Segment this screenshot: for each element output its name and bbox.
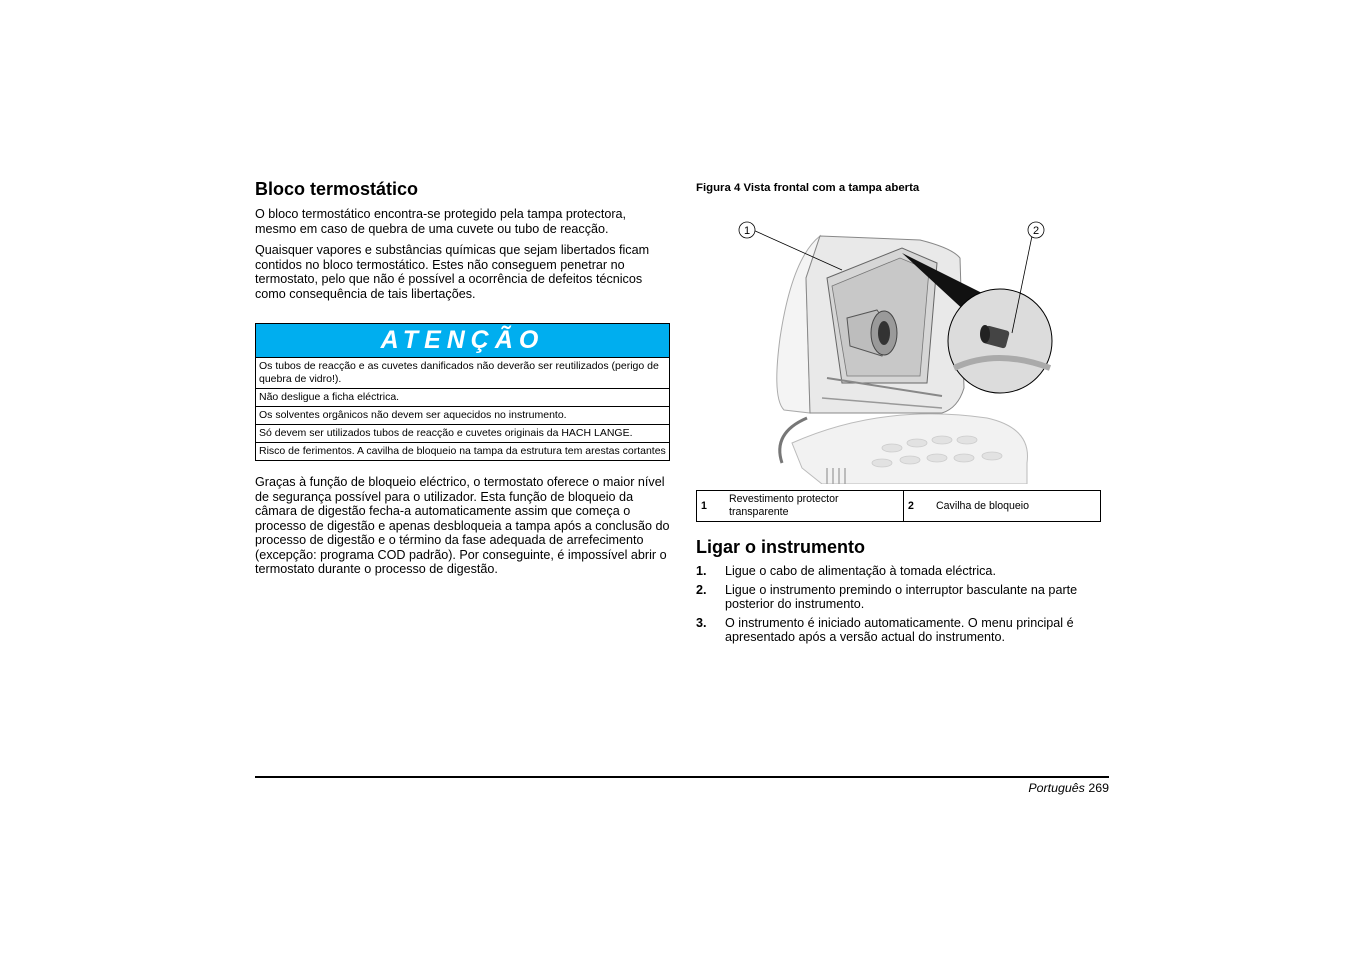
warning-item: Só devem ser utilizados tubos de reacção e cuvetes originais da HACH LANGE. bbox=[256, 425, 669, 443]
warning-item: Não desligue a ficha eléctrica. bbox=[256, 389, 669, 407]
footer-rule bbox=[255, 776, 1109, 778]
section-switch-on bbox=[696, 536, 1101, 649]
section-heading-switch-on: Ligar o instrumento bbox=[696, 537, 866, 557]
figure-caption: Figura 4 Vista frontal com a tampa aberta bbox=[696, 182, 920, 194]
legend-number: 2 bbox=[904, 491, 933, 522]
page-number: 269 bbox=[1088, 781, 1109, 795]
paragraph-3: Graças à função de bloqueio eléctrico, o termostato oferece o maior nível de segurança possível para o utilizador. Esta função de bloqueio da câmara de digestão fecha-a automaticamente assim que começa o processo de digestão e apenas desbloqueia a tampa após a conclusão do processo de digestão e o término da fase adequada de arrefecimento (excepção: programa COD padrão). Por conseguinte, é impossível abrir o termostato durante o processo de digestão. bbox=[255, 475, 670, 576]
legend-text: Cavilha de bloqueio bbox=[932, 491, 1101, 522]
step-text: Ligue o instrumento premindo o interruptor basculante na parte posterior do instrumento. bbox=[725, 582, 1078, 611]
instrument-figure bbox=[732, 218, 1072, 484]
warning-box bbox=[255, 323, 670, 461]
callout-1: 1 bbox=[743, 225, 751, 237]
step-number: 2. bbox=[696, 582, 707, 597]
footer bbox=[1028, 781, 1109, 795]
paragraph-2: Quaisquer vapores e substâncias químicas que sejam libertados ficam contidos no bloco termostático. Estes não conseguem penetrar no termostato, pelo que não é possível a ocorrência de defeitos técnicos como consequência de tais libertações. bbox=[255, 243, 650, 301]
right-column bbox=[696, 178, 1101, 658]
step-number: 1. bbox=[696, 564, 707, 578]
list-item bbox=[696, 564, 1101, 579]
callout-2: 2 bbox=[1032, 225, 1040, 237]
warning-item: Os tubos de reacção e as cuvetes danificados não deverão ser reutilizados (perigo de quebra de vidro!). bbox=[256, 358, 669, 389]
table-row bbox=[697, 491, 1101, 522]
step-number: 3. bbox=[696, 615, 707, 630]
warning-item: Os solventes orgânicos não devem ser aquecidos no instrumento. bbox=[256, 407, 669, 425]
section-heading-thermostatic-block: Bloco termostático bbox=[255, 179, 419, 199]
legend-text: Revestimento protector transparente bbox=[725, 491, 904, 522]
list-item bbox=[696, 616, 1101, 645]
warning-item: Risco de ferimentos. A cavilha de bloqueio na tampa da estrutura tem arestas cortantes bbox=[259, 445, 666, 457]
list-item bbox=[696, 583, 1101, 612]
warning-title: ATENÇÃO bbox=[256, 324, 669, 358]
figure-legend-table bbox=[696, 490, 1101, 522]
left-column bbox=[255, 178, 670, 577]
step-text: O instrumento é iniciado automaticamente. O menu principal é apresentado após a versão actual do instrumento. bbox=[725, 615, 1074, 644]
paragraph-1: O bloco termostático encontra-se protegido pela tampa protectora, mesmo em caso de quebra de uma cuvete ou tubo de reacção. bbox=[255, 207, 627, 236]
steps-list bbox=[696, 564, 1101, 645]
legend-number: 1 bbox=[697, 491, 726, 522]
step-text: Ligue o cabo de alimentação à tomada eléctrica. bbox=[725, 564, 996, 578]
footer-language: Português bbox=[1028, 781, 1085, 795]
